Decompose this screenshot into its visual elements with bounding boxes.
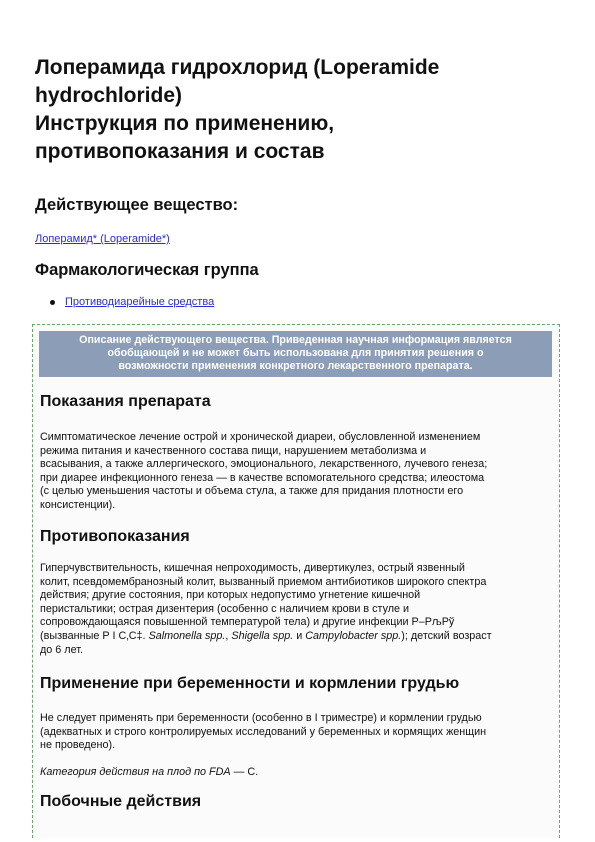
text-line: Не следует применять при беременности (особенно в I триместре) и кормлении грудью bbox=[40, 712, 482, 724]
drug-info-panel bbox=[32, 324, 560, 838]
notice-line: обобщающей и не может быть использована для принятия решения о bbox=[107, 347, 484, 359]
indications-heading: Показания препарата bbox=[40, 393, 211, 410]
text-fragment: , bbox=[225, 629, 232, 642]
list-item bbox=[50, 296, 214, 308]
title-line: Лоперамида гидрохлорид (Loperamide bbox=[35, 56, 440, 79]
text-line: колит, псевдомембранозный колит, вызванный приемом антибиотиков широкого спектра bbox=[40, 575, 487, 588]
pharm-group-heading: Фармакологическая группа bbox=[35, 261, 259, 279]
text-line: сопровождающаяся повышенной температурой тела) и другие инфекции Р–РљРў bbox=[40, 616, 455, 629]
text-fragment: и bbox=[293, 629, 306, 642]
active-substance-link[interactable]: Лоперамид* (Loperamide*) bbox=[35, 233, 170, 245]
notice-line: Описание действующего вещества. Приведенная научная информация является bbox=[79, 334, 512, 346]
fda-category bbox=[40, 766, 555, 780]
text-fragment: ); детский возраст bbox=[401, 629, 492, 642]
bullet-icon bbox=[50, 300, 55, 305]
indications-text bbox=[40, 431, 555, 513]
text-line: (с целью уменьшения частоты и объема стула, а также для придания плотности его bbox=[40, 485, 464, 498]
text-line: (адекватных и строго контролируемых исследований у беременных и кормящих женщин bbox=[40, 725, 487, 738]
text-line: консистенции). bbox=[40, 498, 116, 511]
organism-name: Shigella spp. bbox=[231, 629, 294, 642]
page-title bbox=[35, 54, 565, 166]
pharm-group-link[interactable]: Противодиарейные средства bbox=[65, 296, 215, 308]
text-line: при диарее инфекционного генеза — в качестве вспомогательного средства; илеостома bbox=[40, 471, 485, 484]
text-fragment: — bbox=[230, 766, 248, 778]
text-line: Симптоматическое лечение острой и хронической диареи, обусловленной изменением bbox=[40, 431, 481, 443]
fda-value: C. bbox=[247, 766, 259, 778]
text-line: всасывания, а также аллергического, эмоционального, лекарственного, лучевого генеза; bbox=[40, 458, 488, 471]
text-line bbox=[40, 766, 555, 780]
active-substance-heading: Действующее вещество: bbox=[35, 196, 239, 214]
contraindications-heading: Противопоказания bbox=[40, 528, 190, 545]
text-line: Гиперчувствительность, кишечная непроходимость, дивертикулез, острый язвенный bbox=[40, 562, 465, 574]
title-line: hydrochloride) bbox=[35, 84, 183, 107]
contraindications-text bbox=[40, 562, 555, 657]
pregnancy-heading: Применение при беременности и кормлении грудью bbox=[40, 675, 460, 692]
text-line bbox=[40, 630, 555, 644]
organism-name: Campylobacter spp. bbox=[305, 629, 402, 642]
pregnancy-text bbox=[40, 712, 555, 753]
text-line: режима питания и качественного состава пищи, нарушением метаболизма и bbox=[40, 444, 427, 457]
text-fragment: (вызванные Р І С‚С‡. bbox=[40, 629, 149, 642]
text-line: действия; другие состояния, при которых недопустимо угнетение кишечной bbox=[40, 589, 421, 602]
side-effects-heading: Побочные действия bbox=[40, 793, 202, 810]
disclaimer-notice bbox=[39, 331, 552, 377]
text-line: до 6 лет. bbox=[40, 643, 84, 656]
text-line: перистальтики; острая дизентерия (особенно с наличием крови в стуле и bbox=[40, 602, 410, 615]
title-line: Инструкция по применению, bbox=[35, 112, 335, 135]
title-line: противопоказания и состав bbox=[35, 140, 325, 163]
notice-line: возможности применения конкретного лекарственного препарата. bbox=[118, 360, 473, 372]
pharm-group-list bbox=[50, 296, 214, 308]
fda-label: Категория действия на плод по FDA bbox=[40, 766, 231, 778]
text-line: не проведено). bbox=[40, 739, 116, 752]
organism-name: Salmonella spp. bbox=[148, 629, 226, 642]
